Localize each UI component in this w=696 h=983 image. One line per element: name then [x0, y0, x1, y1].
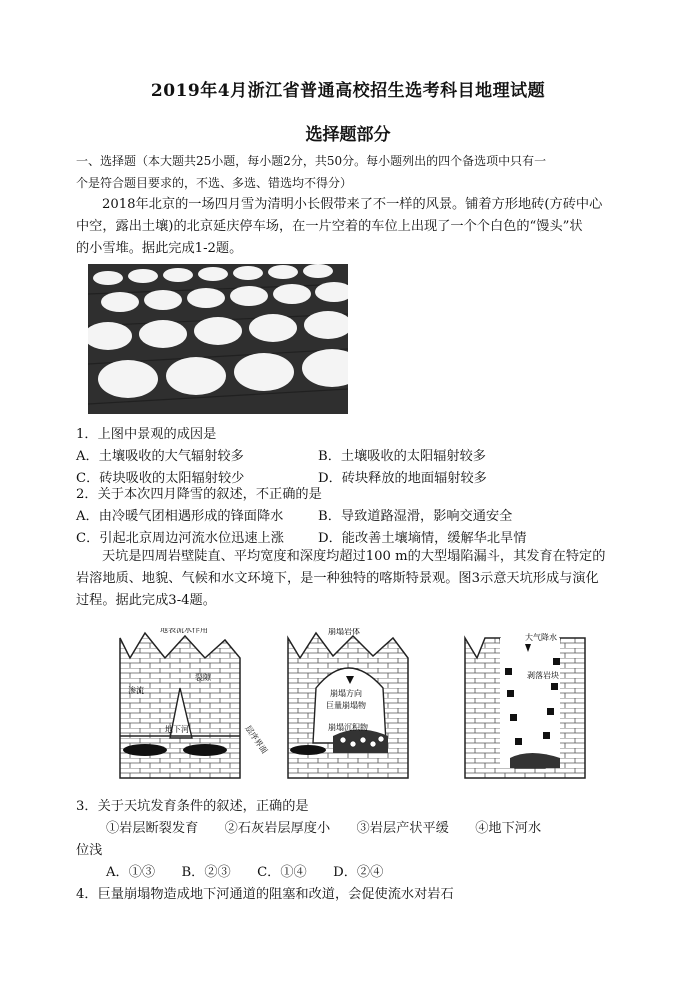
label-rainfall: 大气降水	[525, 633, 557, 642]
section-title: 选择题部分	[305, 125, 391, 145]
passage-2	[76, 546, 656, 612]
label-collapse-deposit: 崩塌沉积物	[328, 723, 368, 732]
passage-2-line-2: 岩溶地质、地貌、气候和水文环境下，是一种独特的喀斯特景观。图3示意天坑形成与演化	[76, 571, 599, 586]
question-4-stem: 4．巨量崩塌物造成地下河通道的阻塞和改道，会促使流水对岩石	[76, 887, 454, 902]
label-underground-river: 地下河	[165, 725, 189, 734]
instructions	[76, 150, 656, 194]
page-title: 2019年4月浙江省普通高校招生选考科目地理试题	[150, 81, 546, 101]
label-collapse-mass: 巨量崩塌物	[326, 701, 366, 710]
label-seepage: 渗流	[128, 686, 144, 695]
panel-1	[120, 628, 270, 778]
tiankeng-figure	[110, 628, 600, 788]
passage-1-line-2: 中空，露出土壤)的北京延庆停车场，在一片空着的车位上出现了一个个白色的“馒头”状	[76, 219, 583, 234]
q2-option-c[interactable]: C．引起北京周边河流水位迅速上涨	[76, 531, 284, 546]
snow-mounds-photo	[88, 264, 348, 414]
passage-1-line-1: 2018年北京的一场四月雪为清明小长假带来了不一样的风景。铺着方形地砖(方砖中心	[102, 197, 603, 212]
q3-statements-cont: 位浅	[76, 843, 103, 858]
instructions-line-2: 个是符合题目要求的，不选、多选、错选均不得分）	[76, 176, 353, 190]
question-1-stem: 1．上图中景观的成因是	[76, 427, 217, 442]
label-boundary: 层序界面	[243, 723, 270, 756]
q3-choices[interactable]: A．①③ B．②③ C．①④ D．②④	[106, 865, 384, 880]
q3-statements: ①岩层断裂发育 ②石灰岩层厚度小 ③岩层产状平缓 ④地下河水	[106, 821, 542, 836]
passage-2-line-3: 过程。据此完成3-4题。	[76, 593, 216, 608]
question-2	[76, 484, 656, 550]
q1-option-a[interactable]: A．土壤吸收的大气辐射较多	[76, 449, 244, 464]
q1-option-c[interactable]: C．砖块吸收的太阳辐射较少	[76, 471, 245, 486]
passage-1	[76, 194, 656, 260]
question-1	[76, 424, 656, 490]
panel-3	[465, 632, 585, 778]
q1-option-d[interactable]: D．砖块释放的地面辐射较多	[318, 471, 487, 486]
q2-option-b[interactable]: B．导致道路湿滑，影响交通安全	[318, 509, 513, 524]
q2-option-a[interactable]: A．由冷暖气团相遇形成的锋面降水	[76, 509, 284, 524]
q2-option-d[interactable]: D．能改善土壤墒情，缓解华北旱情	[318, 531, 527, 546]
question-2-stem: 2．关于本次四月降雪的叙述，不正确的是	[76, 487, 322, 502]
question-3	[76, 796, 656, 884]
question-4	[76, 884, 656, 906]
question-3-stem: 3．关于天坑发育条件的叙述，正确的是	[76, 799, 309, 814]
q1-option-b[interactable]: B．土壤吸收的太阳辐射较多	[318, 449, 486, 464]
label-collapse-direction: 崩塌方向	[330, 689, 362, 698]
label-surface-water: 地表流水作用	[160, 628, 208, 634]
instructions-line-1: 一、选择题（本大题共25小题，每小题2分，共50分。每小题列出的四个备选项中只有一	[76, 154, 547, 168]
label-collapse-rock: 崩塌岩体	[328, 628, 360, 636]
passage-1-line-3: 的小雪堆。据此完成1-2题。	[76, 241, 243, 256]
label-fallen-blocks: 剥落岩块	[527, 671, 559, 680]
passage-2-line-1: 天坑是四周岩壁陡直、平均宽度和深度均超过100 m的大型塌陷漏斗，其发育在特定的	[102, 549, 606, 564]
label-crack: 裂隙	[195, 673, 211, 682]
panel-2	[288, 628, 408, 778]
